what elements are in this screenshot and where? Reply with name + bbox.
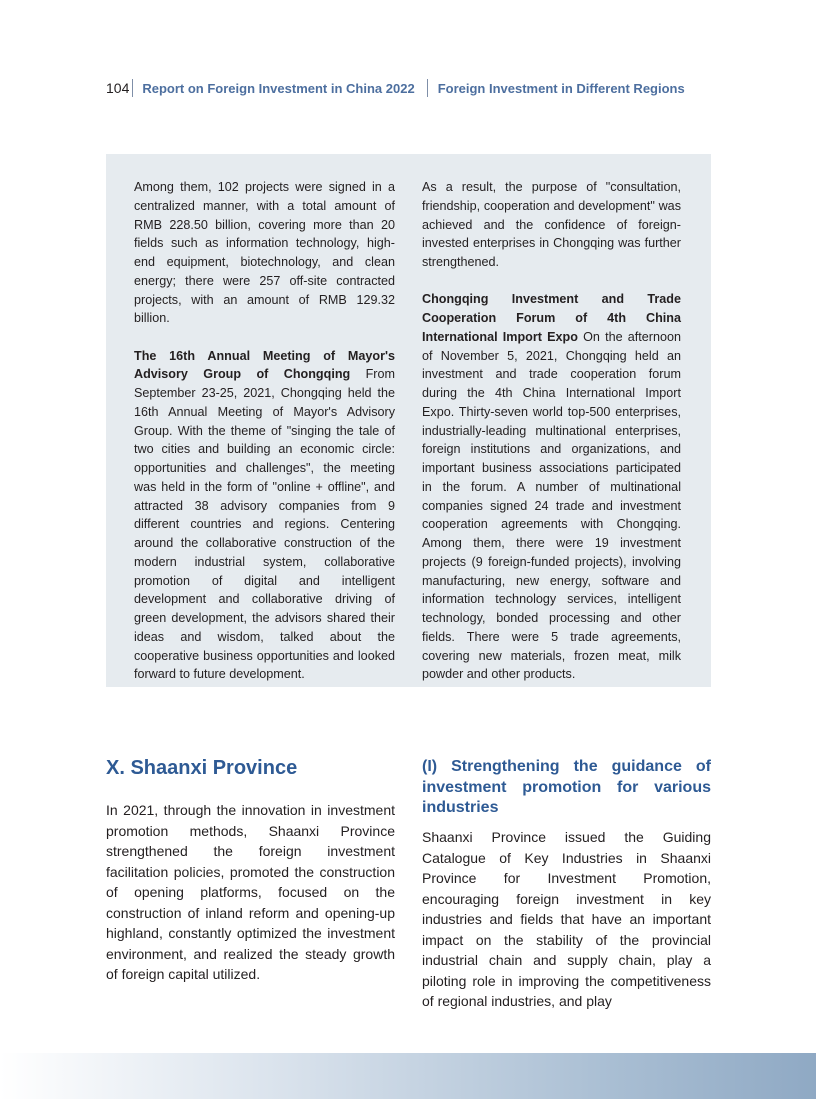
paragraph-lead: Chongqing Investment and Trade Cooperation Forum of 4th China International Import Expo (422, 292, 681, 344)
running-header (106, 78, 685, 98)
paragraph-lead: The 16th Annual Meeting of Mayor's Advisory Group of Chongqing (134, 348, 395, 382)
box-paragraph: Among them, 102 projects were signed in a centralized manner, with a total amount of RMB 228.50 billion, covering more than 20 fields such as information technology, high-end equipment, biotechnology, and clean energy; there were 257 off-site contracted projects, with an amount of RMB 129.32 billion. (134, 180, 395, 326)
section-title: X. Shaanxi Province (106, 757, 298, 779)
box-left-column (134, 178, 395, 684)
box-right-column (422, 178, 681, 684)
box-paragraph: As a result, the purpose of "consultation, friendship, cooperation and development" was achieved and the confidence of foreign-invested enterprises in Chongqing was further strengthened. (422, 180, 681, 269)
paragraph-body: On the afternoon of November 5, 2021, Chongqing held an investment and trade cooperation forum during the 4th China International Import Expo. Thirty-seven world top-500 enterprises, industrially-leading multinational enterprises, foreign institutions and organizations, and important business associations participated in the forum. A number of multinational companies signed 24 trade and investment cooperation agreements with Chongqing. Among them, there were 19 investment projects (9 foreign-funded projects), involving manufacturing, new energy, software and information technology services, intelligent technology, bonded processing and other fields. There were 5 trade agreements, covering new materials, frozen meat, milk powder and other products. (422, 329, 681, 682)
section-body: In 2021, through the innovation in investment promotion methods, Shaanxi Province strengthened the foreign investment facilitation policies, promoted the construction of opening platforms, focused on the construction of inland reform and opening-up highland, constantly optimized the investment environment, and realized the steady growth of foreign capital utilized. (106, 802, 395, 982)
case-study-box (106, 154, 711, 687)
box-paragraph (134, 347, 395, 685)
book-title: Report on Foreign Investment in China 2022 (142, 80, 415, 96)
footer-band (0, 1053, 816, 1099)
page-number: 104 (106, 80, 130, 96)
chapter-title: Foreign Investment in Different Regions (437, 80, 685, 96)
subsection-body: Shaanxi Province issued the Guiding Catalogue of Key Industries in Shaanxi Province for Investment Promotion, encouraging foreign investment in key industries and fields that have an important impact on the stability of the provincial industrial chain and supply chain, play a piloting role in improving the competitiveness of regional industries, and play (422, 829, 711, 1009)
subsection-title: (I) Strengthening the guidance of investment promotion for various industries (422, 758, 711, 816)
paragraph-body: From September 23-25, 2021, Chongqing held the 16th Annual Meeting of Mayor's Advisory Group. With the theme of "singing the tale of two cities and building an economic circle: opportunities and challenges", the meeting was held in the form of "online + offline", and attracted 38 advisory companies from 9 different countries and regions. Centering around the collaborative construction of the modern industrial system, collaborative promotion of digital and intelligent development and collaborative driving of green development, the advisors shared their ideas and wisdom, talked about the cooperative business opportunities and looked forward to future development. (134, 367, 395, 682)
box-paragraph (422, 290, 681, 684)
header-divider (427, 79, 428, 97)
header-divider (132, 79, 133, 97)
